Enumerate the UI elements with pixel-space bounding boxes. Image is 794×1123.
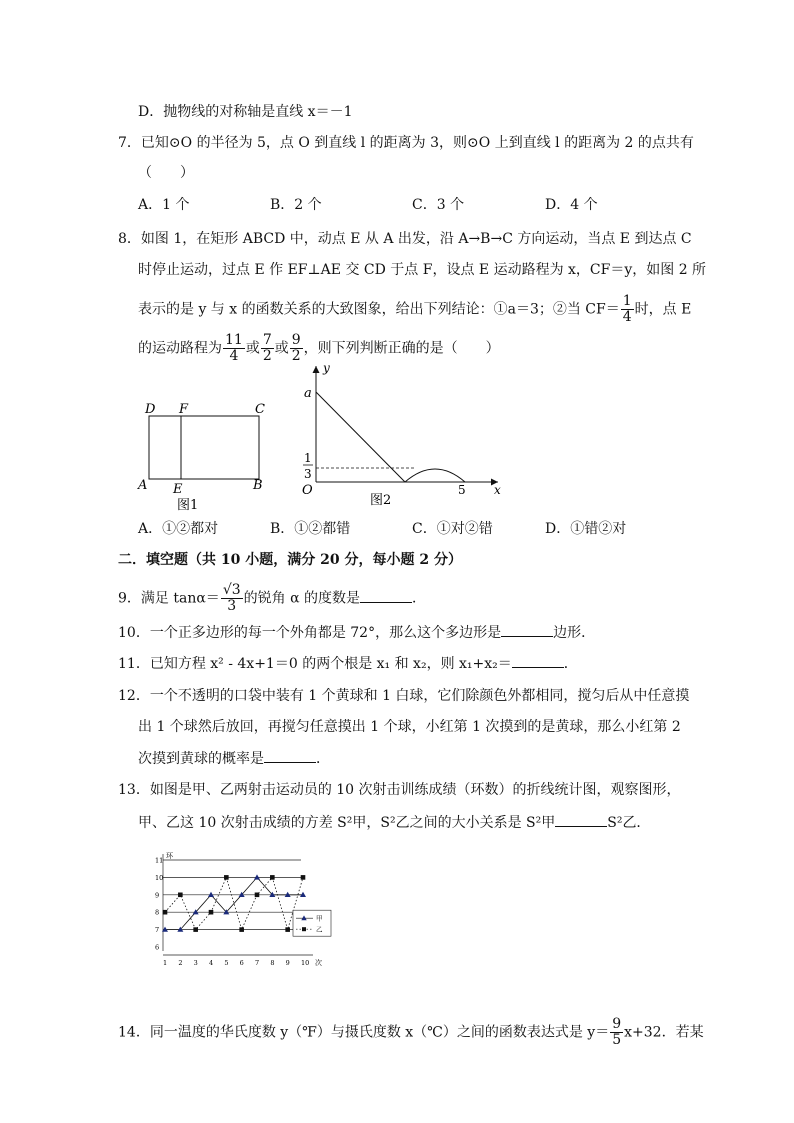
q8-option-a: A．①②都对 xyxy=(138,521,219,537)
x-tick-1: 1 xyxy=(163,959,168,967)
y-axis-arrow xyxy=(313,366,320,373)
q13-answer-blank[interactable] xyxy=(555,812,607,827)
fraction-9-5: $\frac{9}{5}$ xyxy=(612,1016,622,1048)
chart-axes xyxy=(163,854,313,955)
legend-label-乙: 乙 xyxy=(316,925,323,934)
x-tick-3: 3 xyxy=(193,959,198,967)
label-c: C xyxy=(255,402,265,417)
label-one: 1 xyxy=(304,451,312,465)
figure-2-caption: 图2 xyxy=(370,493,392,508)
q10-answer-blank[interactable] xyxy=(501,622,553,637)
y-tick-10: 10 xyxy=(155,873,164,882)
label-three: 3 xyxy=(304,467,312,481)
point-乙-8 xyxy=(270,875,275,880)
x-tick-2: 2 xyxy=(178,959,183,967)
q8-or-1: 或 xyxy=(245,340,260,357)
q8-line4-text-a: 的运动路程为 xyxy=(138,340,222,357)
q10-stem xyxy=(118,622,595,643)
q9-answer-blank[interactable] xyxy=(360,588,412,603)
q9-text-b: 的锐角 α 的度数是 xyxy=(243,590,360,607)
x-tick-8: 8 xyxy=(270,959,275,967)
q11-text-b: ． xyxy=(563,656,578,672)
q8-stem-line2: 时停止运动，过点 E 作 EF⊥AE 交 CD 于点 F，设点 E 运动路程为 x，CF＝y，如图 2 所 xyxy=(138,262,707,278)
x-tick-9: 9 xyxy=(285,959,290,967)
fraction-9-2: $\frac{9}{2}$ xyxy=(291,332,301,364)
fraction-7-2: $\frac{7}{2}$ xyxy=(262,332,272,364)
point-乙-4 xyxy=(209,910,214,915)
q13-stem-line2 xyxy=(138,812,650,833)
q6-option-d: D．抛物线的对称轴是直线 x＝－1 xyxy=(138,104,353,120)
q13-text-a: 甲、乙这 10 次射击成绩的方差 S²甲，S²乙之间的大小关系是 S²甲 xyxy=(138,815,556,831)
series-line-甲 xyxy=(165,877,303,929)
q11-stem xyxy=(118,653,578,674)
q8-option-b: B．①②都错 xyxy=(270,521,351,537)
q12-answer-blank[interactable] xyxy=(264,748,316,763)
x-tick-6: 6 xyxy=(239,959,244,967)
q12-stem-line1: 12．一个不透明的口袋中装有 1 个黄球和 1 白球，它们除颜色外都相同，搅匀后从中任意摸 xyxy=(118,688,690,704)
point-甲-4 xyxy=(208,892,214,897)
y-tick-6: 6 xyxy=(155,943,160,952)
q14-stem xyxy=(118,1017,704,1048)
rectangle-abcd xyxy=(149,416,259,479)
chart-series xyxy=(162,874,306,932)
x-tick-4: 4 xyxy=(209,959,214,967)
q12-stem-line2: 出 1 个球然后放回，再搅匀任意摸出 1 个球，小红第 1 次摸到的是黄球，那么小红第 2 xyxy=(138,719,681,735)
q14-text-a: 14．同一温度的华氏度数 y（℉）与摄氏度数 x（℃）之间的函数表达式是 y＝ xyxy=(118,1024,610,1041)
point-乙-7 xyxy=(255,893,260,898)
point-乙-3 xyxy=(193,927,198,932)
q8-figure-2 xyxy=(298,360,508,510)
fraction-11-4: $\frac{11}{4}$ xyxy=(225,332,243,364)
q13-text-b: S²乙． xyxy=(607,815,651,831)
point-乙-6 xyxy=(239,927,244,932)
q8-line4-text-b: ，则下列判断正确的是（ ） xyxy=(303,340,500,357)
label-f: F xyxy=(179,402,189,417)
y-tick-7: 7 xyxy=(155,926,160,935)
legend-box xyxy=(293,910,331,936)
x-tick-5: 5 xyxy=(224,959,229,967)
fraction-1-4: $\frac{1}{4}$ xyxy=(622,293,632,325)
q10-text-a: 10．一个正多边形的每一个外角都是 72°，那么这个多边形是 xyxy=(118,625,502,641)
q8-or-2: 或 xyxy=(274,340,289,357)
figure-1-caption: 图1 xyxy=(177,498,199,513)
y-axis-label: 环 xyxy=(166,852,173,860)
chart-tick-labels xyxy=(155,857,309,968)
q8-stem-line3 xyxy=(138,294,691,325)
q14-text-b: x+32．若某 xyxy=(624,1024,704,1041)
q7-option-d: D．4 个 xyxy=(545,197,598,213)
point-乙-10 xyxy=(301,875,306,880)
legend-marker-乙 xyxy=(302,927,306,931)
q11-text-a: 11．已知方程 x² - 4x+1＝0 的两个根是 x₁ 和 x₂，则 x₁+x₂＝ xyxy=(118,656,512,672)
q13-stem-line1: 13．如图是甲、乙两射击运动员的 10 次射击训练成绩（环数）的折线统计图，观察图形， xyxy=(118,782,681,798)
q7-stem-line1: 7．已知⊙O 的半径为 5，点 O 到直线 l 的距离为 3，则⊙O 上到直线 l 的距离为 2 的点共有 xyxy=(118,135,694,151)
section-2-heading: 二．填空题（共 10 小题，满分 20 分，每小题 2 分） xyxy=(118,552,462,568)
q8-option-d: D．①错②对 xyxy=(545,521,627,537)
q7-option-a: A．1 个 xyxy=(138,197,190,213)
descending-line xyxy=(316,392,405,482)
q8-figure-1 xyxy=(135,395,285,515)
x-tick-7: 7 xyxy=(255,959,260,967)
label-origin: O xyxy=(302,483,313,498)
label-a-value: a xyxy=(304,386,312,401)
q9-text-c: ． xyxy=(412,590,426,607)
q10-text-b: 边形． xyxy=(553,625,596,641)
q12-text-b: ． xyxy=(316,751,330,767)
y-tick-11: 11 xyxy=(155,856,164,865)
point-乙-5 xyxy=(224,875,229,880)
point-乙-1 xyxy=(163,910,168,915)
q13-line-chart xyxy=(135,845,335,975)
q8-option-c: C．①对②错 xyxy=(412,521,493,537)
point-甲-7 xyxy=(254,874,260,879)
x-axis-label: 次 xyxy=(315,959,322,967)
q7-option-b: B．2 个 xyxy=(270,197,322,213)
label-five: 5 xyxy=(458,483,466,497)
fraction-sqrt3-3: $\frac{√3}{3}$ xyxy=(222,582,241,614)
label-x: x xyxy=(494,483,501,497)
q7-option-c: C．3 个 xyxy=(412,197,465,213)
q12-stem-line3 xyxy=(138,748,330,769)
chart-legend xyxy=(293,910,331,936)
point-乙-9 xyxy=(285,927,290,932)
label-a: A xyxy=(138,478,148,493)
label-y: y xyxy=(323,361,330,375)
legend-label-甲: 甲 xyxy=(316,914,323,923)
point-乙-2 xyxy=(178,893,183,898)
q8-stem-line1: 8．如图 1，在矩形 ABCD 中，动点 E 从 A 出发，沿 A→B→C 方向运动，当点 E 到达点 C xyxy=(118,231,692,247)
q8-line3-text-b: 时，点 E xyxy=(634,301,692,318)
q11-answer-blank[interactable] xyxy=(512,653,564,668)
q12-text-a: 次摸到黄球的概率是 xyxy=(138,751,264,767)
label-e: E xyxy=(173,482,183,497)
q8-line3-text-a: 表示的是 y 与 x 的函数关系的大致图象，给出下列结论：①a＝3；②当 CF＝ xyxy=(138,301,620,318)
q7-stem-line2: （ ） xyxy=(138,165,194,181)
y-tick-9: 9 xyxy=(155,891,160,900)
q9-text-a: 9．满足 tanα＝ xyxy=(118,590,220,607)
x-tick-10: 10 xyxy=(301,959,310,967)
label-b: B xyxy=(253,478,263,493)
q9-stem xyxy=(118,583,426,614)
arc-curve xyxy=(405,469,465,482)
label-d: D xyxy=(145,402,156,417)
y-tick-8: 8 xyxy=(155,908,160,917)
